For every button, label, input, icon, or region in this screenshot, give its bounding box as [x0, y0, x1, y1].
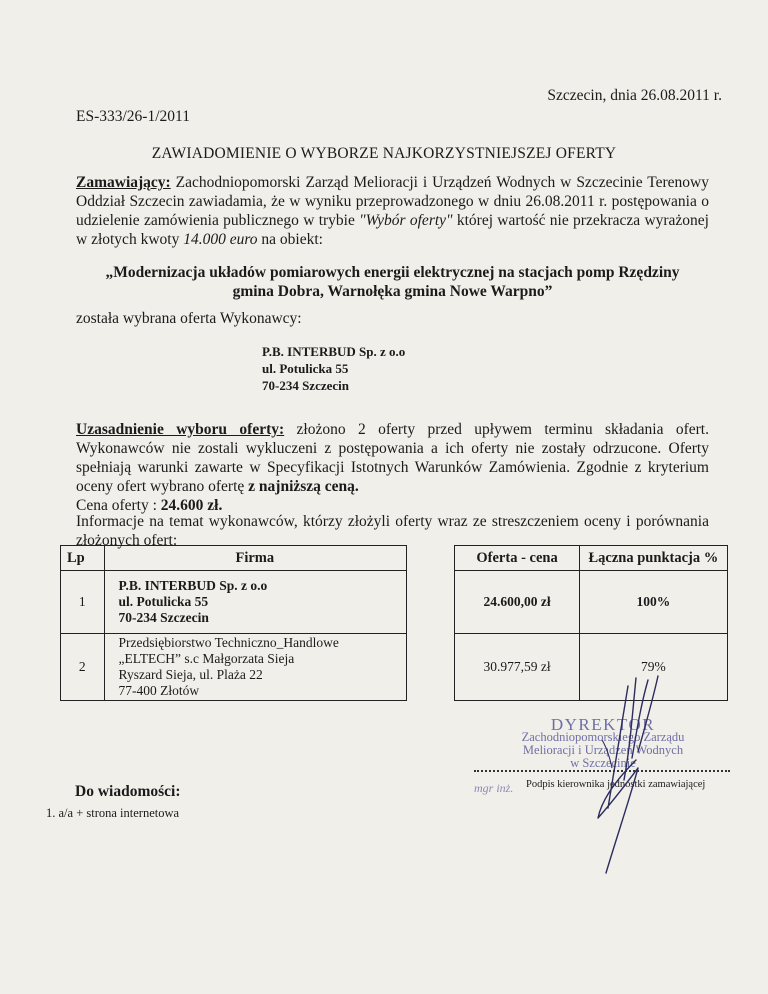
stamp-title: DYREKTOR [550, 715, 656, 734]
project-line-2: gmina Dobra, Warnołęka gmina Nowe Warpno” [232, 283, 553, 300]
row-firm [104, 571, 407, 634]
justification-lead: Uzasadnienie wyboru oferty: [76, 421, 285, 438]
selection-criterion: z najniższą ceną. [248, 478, 359, 495]
stamp-line: Zachodniopomorskiego Zarządu [521, 730, 685, 744]
header-offer: Oferta - cena [455, 546, 579, 571]
list-item: 1. a/a + strona internetowa [46, 806, 180, 820]
winner-city: 70-234 Szczecin [262, 378, 350, 393]
firm-line: Ryszard Sieja, ul. Plaża 22 [118, 667, 263, 682]
header-score: Łączna punktacja % [579, 546, 727, 571]
signature-caption: Podpis kierownika jednostki zamawiającej [526, 779, 706, 790]
notice-title: Do wiadomości: [75, 783, 181, 800]
stamp-signatory: mgr inż. [474, 781, 514, 795]
stamp-line: w Szczecinie [570, 756, 636, 770]
intro-lead: Zamawiający: [76, 174, 171, 191]
row-gap [407, 634, 455, 701]
project-name [76, 263, 709, 301]
row-score: 79% [579, 634, 727, 701]
handwritten-signature-icon [540, 668, 700, 890]
row-gap [407, 571, 455, 634]
row-firm [104, 634, 407, 701]
intro-text-1: Zachodniopomorski Zarząd Melioracji i Urządzeń Wodnych w Szczecinie Terenowy Oddział Szczecin zawiadamia, że w wyniku przeprowadzonego w dniu 26.08.2011 r. postępowania o udzielenie zamówienia publicznego w trybie [76, 174, 709, 229]
procedure-mode: "Wybór oferty" [359, 212, 453, 229]
winner-street: ul. Potulicka 55 [262, 361, 349, 376]
justification-paragraph [76, 420, 709, 515]
firm-line: ul. Potulicka 55 [118, 594, 209, 609]
project-line-1: „Modernizacja układów pomiarowych energii elektrycznej na stacjach pomp Rzędziny [105, 264, 680, 281]
price-value: 24.600 zł. [160, 497, 223, 514]
firm-line: P.B. INTERBUD Sp. z o.o [118, 578, 268, 593]
document-title: ZAWIADOMIENIE O WYBORZE NAJKORZYSTNIEJSZEJ OFERTY [151, 145, 617, 162]
row-lp: 1 [61, 571, 105, 634]
header-lp: Lp [61, 546, 105, 571]
price-label: Cena oferty : [76, 497, 161, 514]
intro-text-3: na obiekt: [257, 231, 323, 248]
firm-line: 77-400 Złotów [118, 683, 200, 698]
justification-text: złożono 2 oferty przed upływem terminu składania ofert. Wykonawców nie zostali wykluczeni z postępowania a ich oferty nie zostały odrzucone. Oferty spełniają warunki zawarte w Specyfikacji Istotnych Warunków Zamówienia. Zgodnie z kryterium oceny ofert wybrano ofertę [76, 421, 709, 495]
place-date: Szczecin, dnia 26.08.2011 r. [547, 87, 722, 104]
winner-name: P.B. INTERBUD Sp. z o.o [262, 344, 406, 359]
firm-line: Przedsiębiorstwo Techniczno_Handlowe [118, 635, 339, 650]
row-offer-price: 30.977,59 zł [455, 634, 579, 701]
stamp-line: Melioracji i Urządzeń Wodnych [522, 743, 684, 757]
intro-text-2: której wartość nie przekracza wyrażonej w złotych kwoty [76, 212, 709, 248]
header-gap [407, 546, 455, 571]
firm-line: 70-234 Szczecin [118, 610, 209, 625]
notice-list [46, 806, 179, 821]
winner-address [262, 343, 405, 394]
table-header-row [61, 546, 728, 571]
offers-info-paragraph: Informacje na temat wykonawców, którzy złożyli oferty wraz ze streszczeniem oceny i porównania złożonych ofert: [76, 513, 709, 549]
row-lp: 2 [61, 634, 105, 701]
row-offer-price: 24.600,00 zł [455, 571, 579, 634]
firm-line: „ELTECH” s.c Małgorzata Sieja [118, 651, 295, 666]
threshold-amount: 14.000 euro [183, 231, 258, 248]
header-firm: Firma [104, 546, 407, 571]
table-row [61, 571, 728, 634]
reference-number: ES-333/26-1/2011 [76, 108, 190, 125]
row-score: 100% [579, 571, 727, 634]
intro-paragraph [76, 173, 709, 249]
chosen-offer-text: została wybrana oferta Wykonawcy: [76, 310, 302, 327]
